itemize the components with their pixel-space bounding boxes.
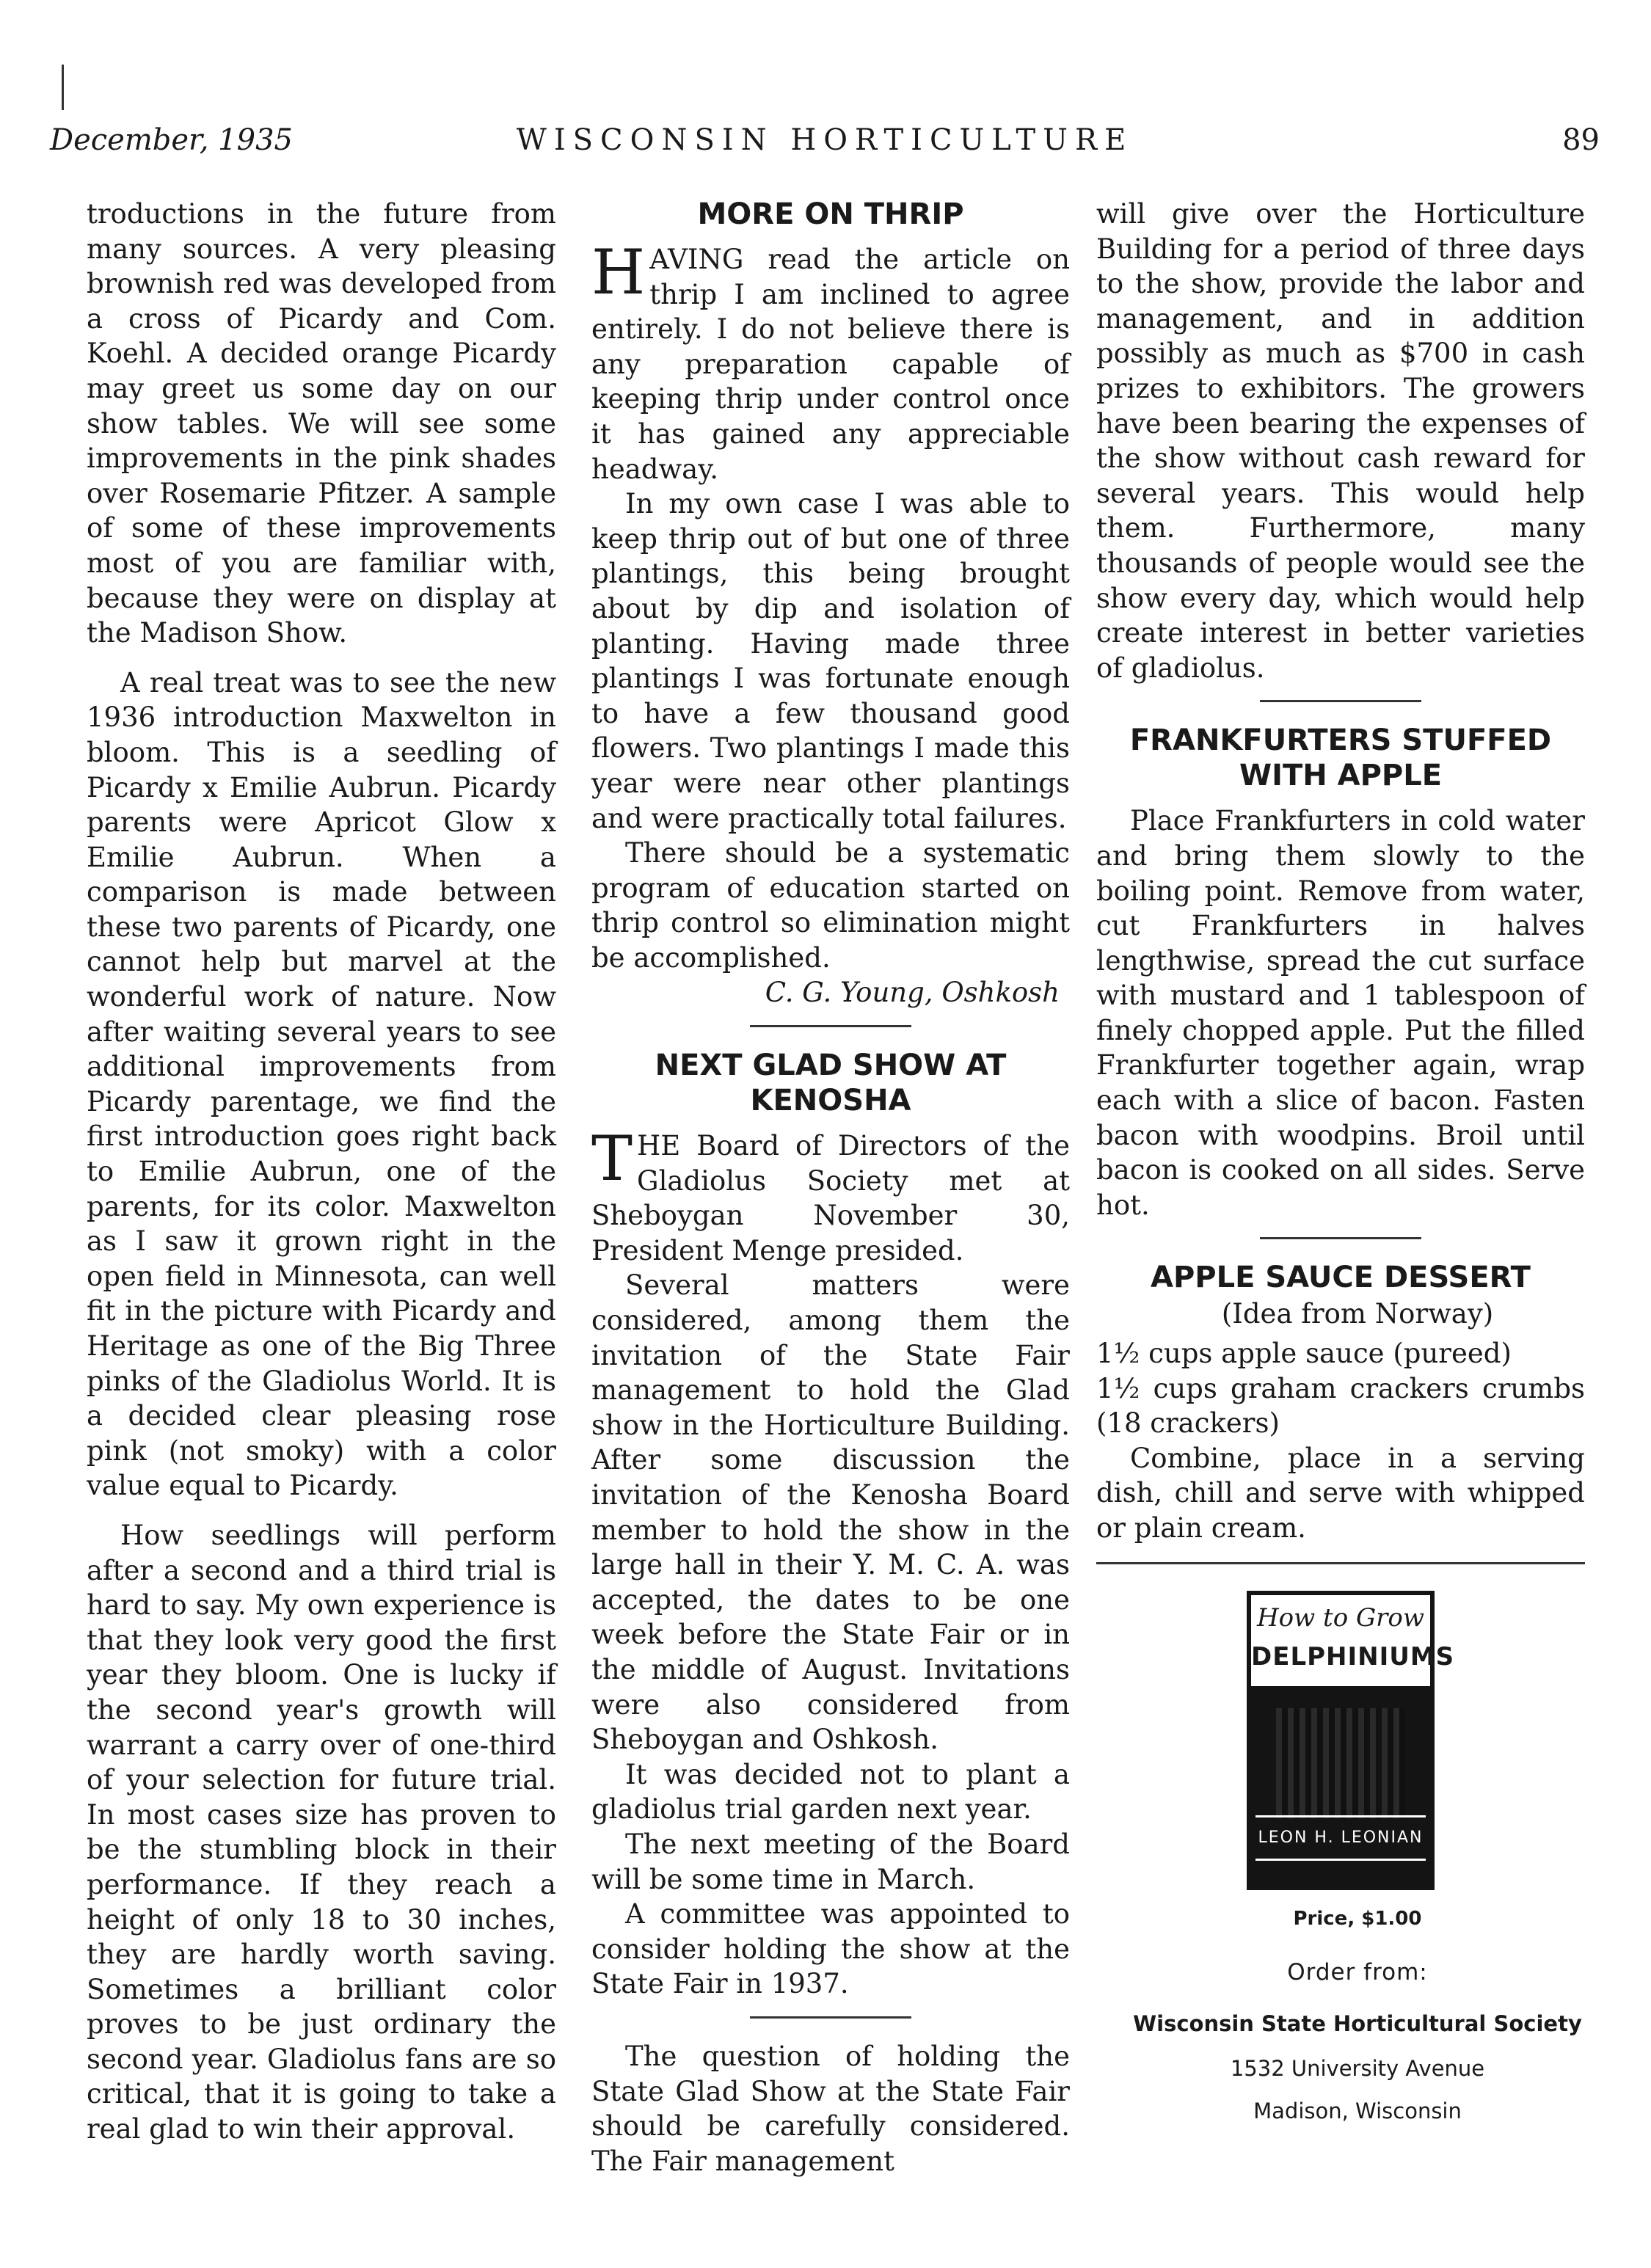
order-label: Order from: xyxy=(1287,1959,1428,1986)
paragraph: In my own case I was able to keep thrip out of but one of three plantings, this being brought about by dip and isolation of planting. Having made three plantings I was fortunate enough to have a few thousand good flowers. Two plantings I made this year were near other plantings and were practically total failures. xyxy=(591,488,1070,834)
society-name: Wisconsin State Horticultural Society xyxy=(1133,2010,1582,2036)
drop-cap: T xyxy=(591,1123,633,1195)
article-heading-apple-sauce: APPLE SAUCE DESSERT xyxy=(1151,1261,1531,1295)
column-right xyxy=(1096,197,1585,2137)
page-header xyxy=(50,123,1600,167)
column-middle xyxy=(591,197,1070,2178)
ad-divider xyxy=(1096,1562,1585,1564)
book-price: Price, $1.00 xyxy=(1293,1907,1422,1930)
recipe-subtitle: (Idea from Norway) xyxy=(1221,1298,1494,1330)
city-address: Madison, Wisconsin xyxy=(1253,2098,1462,2123)
book-author: LEON H. LEONIAN xyxy=(1255,1815,1426,1861)
section-divider xyxy=(750,1025,911,1027)
ingredient-line: 1½ cups graham crackers crumbs (18 crackers) xyxy=(1096,1372,1585,1440)
page-number: 89 xyxy=(1562,123,1600,157)
paragraph: A committee was appointed to consider holding the show at the State Fair in 1937. xyxy=(591,1898,1070,2000)
section-divider xyxy=(750,2016,911,2019)
article-heading-glad-show: NEXT GLAD SHOW AT KENOSHA xyxy=(655,1049,1007,1118)
book-cover-title-panel xyxy=(1247,1591,1455,1691)
paragraph: The next meeting of the Board will be some time in March. xyxy=(591,1828,1070,1895)
paragraph: How seedlings will perform after a second and a third trial is hard to say. My own experience is that they look very good the first year they bloom. One is lucky if the second year's growth will warrant a carry over of one-third of your selection for future trial. In most cases size has proven to be the stumbling block in their performance. If they reach a height of only 18 to 30 inches, they are hardly worth saving. Sometimes a brilliant color proves to be just ordinary the second year. Gladiolus fans are so critical, that it is going to take a real glad to win their approval. xyxy=(87,1519,556,2145)
column-left xyxy=(87,197,556,2147)
ingredient-line: 1½ cups apple sauce (pureed) xyxy=(1096,1338,1512,1370)
section-divider xyxy=(1260,1237,1421,1239)
paragraph-text: HE Board of Directors of the Gladiolus Society met at Sheboygan November 30, President Menge presided. xyxy=(591,1130,1070,1266)
paragraph xyxy=(591,236,1070,486)
paragraph: Place Frankfurters in cold water and bring them slowly to the boiling point. Remove from water, cut Frankfurters in halves lengthwise, spread the cut surface with mustard and 1 tablespoon of finely chopped apple. Put the filled Frankfurter together again, wrap each with a slice of bacon. Fasten bacon with woodpins. Broil until bacon is cooked on all sides. Serve hot. xyxy=(1096,805,1585,1221)
publication-title: WISCONSIN HORTICULTURE xyxy=(516,123,1134,157)
paragraph: There should be a systematic program of education started on thrip control so elimination might be accomplished. xyxy=(591,837,1070,974)
paragraph: The question of holding the State Glad Show at the State Fair should be carefully considered. The Fair management xyxy=(591,2040,1070,2177)
book-subtitle: How to Grow xyxy=(1257,1602,1424,1633)
author-signature: C. G. Young, Oshkosh xyxy=(765,977,1060,1009)
book-cover xyxy=(1247,1591,1455,1890)
paragraph xyxy=(591,1123,1070,1268)
article-heading-frankfurters: FRANKFURTERS STUFFED WITH APPLE xyxy=(1129,723,1552,793)
book-advertisement xyxy=(1096,1591,1585,2129)
drop-cap: H xyxy=(591,236,646,308)
street-address: 1532 University Avenue xyxy=(1230,2056,1485,2082)
book-title: DELPHINIUMS xyxy=(1251,1642,1455,1672)
book-cover-illustration xyxy=(1276,1708,1405,1818)
margin-rule xyxy=(62,65,64,110)
section-divider xyxy=(1260,700,1421,702)
issue-date: December, 1935 xyxy=(50,123,293,157)
paragraph: It was decided not to plant a gladiolus trial garden next year. xyxy=(591,1758,1070,1826)
paragraph-text: AVING read the article on thrip I am inclined to agree entirely. I do not believe there is any preparation capable of keeping thrip under control once it has gained any appreciable headway. xyxy=(591,244,1070,485)
paragraph: Combine, place in a serving dish, chill and serve with whipped or plain cream. xyxy=(1096,1442,1585,1544)
paragraph: troductions in the future from many sources. A very pleasing brownish red was developed from a cross of Picardy and Com. Koehl. A decided orange Picardy may greet us some day on our show tables. We will see some improvements in the pink shades over Rosemarie Pfitzer. A sample of some of these improvements most of you are familiar with, because they were on display at the Madison Show. xyxy=(87,198,556,649)
article-heading-thrip: MORE ON THRIP xyxy=(697,197,964,231)
paragraph: will give over the Horticulture Building for a period of three days to the show, provide the labor and management, and in addition possibly as much as $700 in cash prizes to exhibitors. The growers have been bearing the expenses of the show without cash reward for several years. This would help them. Furthermore, many thousands of people would see the show every day, which would help create interest in better varieties of gladiolus. xyxy=(1096,198,1585,684)
paragraph: Several matters were considered, among them the invitation of the State Fair management to hold the Glad show in the Horticulture Building. After some discussion the invitation of the Kenosha Board member to hold the show in the large hall in their Y. M. C. A. was accepted, the dates to be one week before the State Fair or in the middle of August. Invitations were also considered from Sheboygan and Oshkosh. xyxy=(591,1269,1070,1756)
paragraph: A real treat was to see the new 1936 introduction Maxwelton in bloom. This is a seedling of Picardy x Emilie Aubrun. Picardy parents were Apricot Glow x Emilie Aubrun. When a comparison is made between these two parents of Picardy, one cannot help but marvel at the wonderful work of nature. Now after waiting several years to see additional improvements from Picardy parentage, we find the first introduction goes right back to Emilie Aubrun, one of the parents, for its color. Maxwelton as I saw it grown right in the open field in Minnesota, can well fit in the picture with Picardy and Heritage as one of the Big Three pinks of the Gladiolus World. It is a decided clear pleasing rose pink (not smoky) with a color value equal to Picardy. xyxy=(87,666,556,1502)
